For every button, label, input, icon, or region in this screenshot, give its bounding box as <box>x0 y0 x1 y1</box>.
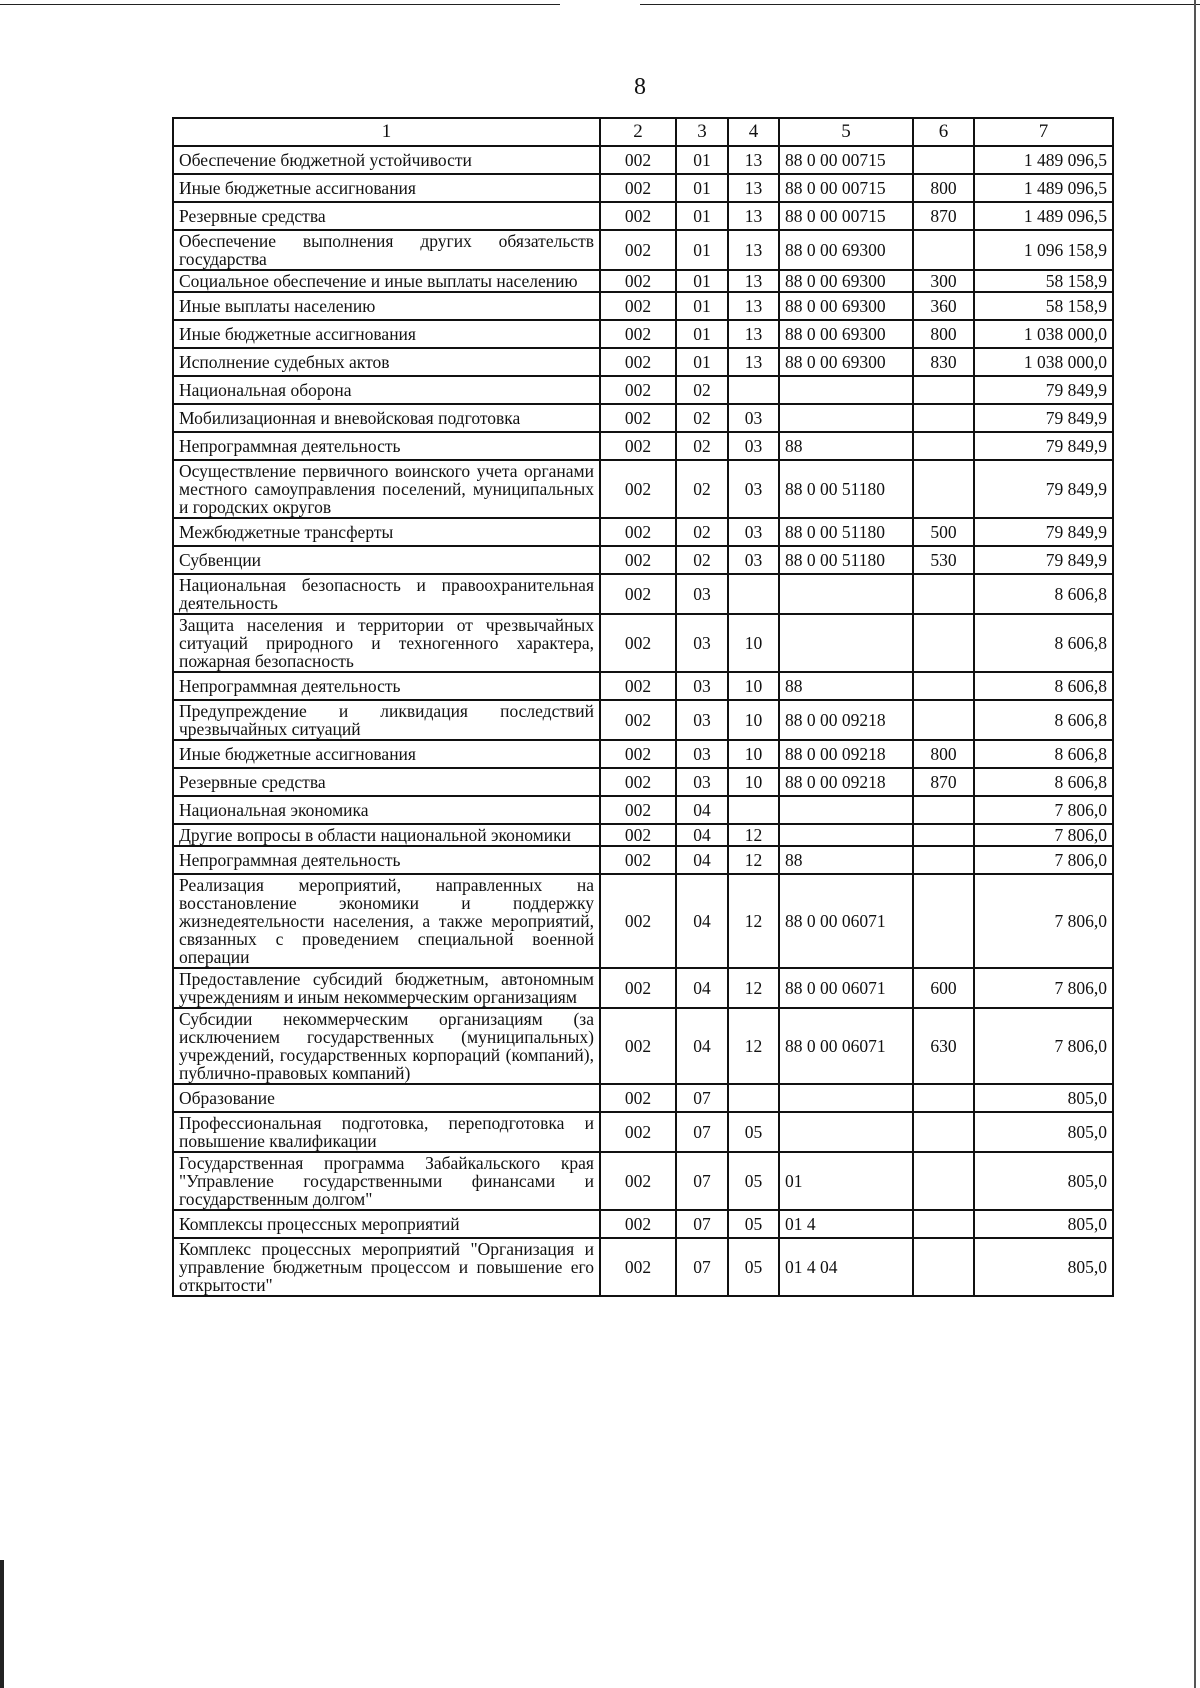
subsection-code-cell: 13 <box>728 202 779 230</box>
subsection-code-cell: 12 <box>728 824 779 846</box>
table-row <box>173 1084 1113 1112</box>
subsection-code-cell: 05 <box>728 1112 779 1152</box>
section-code-cell: 01 <box>676 174 728 202</box>
ministry-code-cell: 002 <box>600 146 676 174</box>
table-row <box>173 672 1113 700</box>
table-row <box>173 768 1113 796</box>
expense-type-code-cell: 870 <box>913 202 974 230</box>
ministry-code-cell: 002 <box>600 672 676 700</box>
subsection-code-cell <box>728 574 779 614</box>
expense-type-code-cell: 530 <box>913 546 974 574</box>
subsection-code-cell: 03 <box>728 460 779 518</box>
subsection-code-cell: 10 <box>728 672 779 700</box>
amount-cell: 805,0 <box>974 1084 1113 1112</box>
target-item-code-cell: 88 0 00 06071 <box>779 874 913 968</box>
budget-table <box>172 117 1114 1297</box>
target-item-code-cell: 88 0 00 69300 <box>779 230 913 270</box>
row-name-cell: Иные выплаты населению <box>173 292 600 320</box>
subsection-code-cell: 03 <box>728 432 779 460</box>
table-row <box>173 968 1113 1008</box>
ministry-code-cell: 002 <box>600 1238 676 1296</box>
amount-cell: 1 038 000,0 <box>974 348 1113 376</box>
row-name-cell: Комплекс процессных мероприятий "Организация и управление бюджетным процессом и повышение его открытости" <box>173 1238 600 1296</box>
ministry-code-cell: 002 <box>600 1152 676 1210</box>
section-code-cell: 03 <box>676 614 728 672</box>
amount-cell: 79 849,9 <box>974 432 1113 460</box>
row-name-cell: Непрограммная деятельность <box>173 432 600 460</box>
ministry-code-cell: 002 <box>600 1112 676 1152</box>
row-name-cell: Национальная экономика <box>173 796 600 824</box>
amount-cell: 79 849,9 <box>974 376 1113 404</box>
expense-type-code-cell <box>913 230 974 270</box>
ministry-code-cell: 002 <box>600 768 676 796</box>
row-name-cell: Осуществление первичного воинского учета органами местного самоуправления поселений, муниципальных и городских округов <box>173 460 600 518</box>
expense-type-code-cell: 630 <box>913 1008 974 1084</box>
row-name-cell: Исполнение судебных актов <box>173 348 600 376</box>
row-name-cell: Резервные средства <box>173 768 600 796</box>
table-row <box>173 404 1113 432</box>
section-code-cell: 04 <box>676 796 728 824</box>
amount-cell: 8 606,8 <box>974 614 1113 672</box>
section-code-cell: 04 <box>676 824 728 846</box>
scan-artifact-left-edge <box>0 1560 4 1688</box>
subsection-code-cell: 13 <box>728 230 779 270</box>
row-name-cell: Иные бюджетные ассигнования <box>173 740 600 768</box>
expense-type-code-cell <box>913 1152 974 1210</box>
table-row <box>173 376 1113 404</box>
section-code-cell: 04 <box>676 1008 728 1084</box>
ministry-code-cell: 002 <box>600 846 676 874</box>
ministry-code-cell: 002 <box>600 460 676 518</box>
expense-type-code-cell: 830 <box>913 348 974 376</box>
expense-type-code-cell: 800 <box>913 320 974 348</box>
expense-type-code-cell <box>913 1112 974 1152</box>
row-name-cell: Национальная безопасность и правоохранительная деятельность <box>173 574 600 614</box>
target-item-code-cell: 88 0 00 09218 <box>779 740 913 768</box>
ministry-code-cell: 002 <box>600 292 676 320</box>
ministry-code-cell: 002 <box>600 1084 676 1112</box>
table-row <box>173 796 1113 824</box>
row-name-cell: Образование <box>173 1084 600 1112</box>
subsection-code-cell: 12 <box>728 874 779 968</box>
target-item-code-cell: 88 0 00 69300 <box>779 348 913 376</box>
row-name-cell: Иные бюджетные ассигнования <box>173 174 600 202</box>
page-number: 8 <box>634 74 646 100</box>
row-name-cell: Национальная оборона <box>173 376 600 404</box>
target-item-code-cell: 88 0 00 51180 <box>779 518 913 546</box>
amount-cell: 79 849,9 <box>974 518 1113 546</box>
target-item-code-cell: 01 4 04 <box>779 1238 913 1296</box>
section-code-cell: 01 <box>676 202 728 230</box>
header-col-7: 7 <box>974 118 1113 146</box>
ministry-code-cell: 002 <box>600 796 676 824</box>
ministry-code-cell: 002 <box>600 700 676 740</box>
expense-type-code-cell <box>913 796 974 824</box>
subsection-code-cell: 10 <box>728 768 779 796</box>
section-code-cell: 01 <box>676 348 728 376</box>
expense-type-code-cell <box>913 672 974 700</box>
subsection-code-cell: 13 <box>728 320 779 348</box>
amount-cell: 7 806,0 <box>974 846 1113 874</box>
amount-cell: 8 606,8 <box>974 700 1113 740</box>
target-item-code-cell: 01 4 <box>779 1210 913 1238</box>
header-col-2: 2 <box>600 118 676 146</box>
ministry-code-cell: 002 <box>600 404 676 432</box>
ministry-code-cell: 002 <box>600 230 676 270</box>
section-code-cell: 03 <box>676 574 728 614</box>
ministry-code-cell: 002 <box>600 1210 676 1238</box>
ministry-code-cell: 002 <box>600 320 676 348</box>
scan-artifact-top-line-right <box>640 4 1200 5</box>
target-item-code-cell: 01 <box>779 1152 913 1210</box>
expense-type-code-cell <box>913 432 974 460</box>
scan-artifact-right-edge <box>1194 0 1196 1688</box>
target-item-code-cell <box>779 614 913 672</box>
subsection-code-cell <box>728 1084 779 1112</box>
subsection-code-cell: 12 <box>728 1008 779 1084</box>
expense-type-code-cell <box>913 146 974 174</box>
section-code-cell: 02 <box>676 432 728 460</box>
table-row <box>173 270 1113 292</box>
amount-cell: 7 806,0 <box>974 824 1113 846</box>
section-code-cell: 01 <box>676 320 728 348</box>
amount-cell: 805,0 <box>974 1152 1113 1210</box>
row-name-cell: Субвенции <box>173 546 600 574</box>
amount-cell: 8 606,8 <box>974 768 1113 796</box>
amount-cell: 8 606,8 <box>974 672 1113 700</box>
expense-type-code-cell: 360 <box>913 292 974 320</box>
amount-cell: 58 158,9 <box>974 270 1113 292</box>
target-item-code-cell: 88 0 00 69300 <box>779 292 913 320</box>
table-row <box>173 874 1113 968</box>
target-item-code-cell: 88 0 00 09218 <box>779 768 913 796</box>
expense-type-code-cell <box>913 376 974 404</box>
table-row <box>173 1210 1113 1238</box>
header-col-6: 6 <box>913 118 974 146</box>
expense-type-code-cell <box>913 824 974 846</box>
section-code-cell: 03 <box>676 700 728 740</box>
subsection-code-cell <box>728 796 779 824</box>
section-code-cell: 01 <box>676 230 728 270</box>
expense-type-code-cell <box>913 460 974 518</box>
expense-type-code-cell: 500 <box>913 518 974 546</box>
ministry-code-cell: 002 <box>600 202 676 230</box>
target-item-code-cell <box>779 824 913 846</box>
table-row <box>173 348 1113 376</box>
subsection-code-cell: 10 <box>728 614 779 672</box>
expense-type-code-cell: 300 <box>913 270 974 292</box>
row-name-cell: Непрограммная деятельность <box>173 846 600 874</box>
target-item-code-cell <box>779 796 913 824</box>
row-name-cell: Профессиональная подготовка, переподготовка и повышение квалификации <box>173 1112 600 1152</box>
amount-cell: 805,0 <box>974 1210 1113 1238</box>
subsection-code-cell: 03 <box>728 404 779 432</box>
table-row <box>173 202 1113 230</box>
section-code-cell: 04 <box>676 846 728 874</box>
table-body <box>173 146 1113 1296</box>
row-name-cell: Межбюджетные трансферты <box>173 518 600 546</box>
section-code-cell: 07 <box>676 1210 728 1238</box>
target-item-code-cell: 88 0 00 00715 <box>779 202 913 230</box>
ministry-code-cell: 002 <box>600 874 676 968</box>
row-name-cell: Непрограммная деятельность <box>173 672 600 700</box>
ministry-code-cell: 002 <box>600 518 676 546</box>
ministry-code-cell: 002 <box>600 546 676 574</box>
row-name-cell: Обеспечение бюджетной устойчивости <box>173 146 600 174</box>
row-name-cell: Предоставление субсидий бюджетным, автономным учреждениям и иным некоммерческим организациям <box>173 968 600 1008</box>
row-name-cell: Предупреждение и ликвидация последствий чрезвычайных ситуаций <box>173 700 600 740</box>
ministry-code-cell: 002 <box>600 574 676 614</box>
amount-cell: 79 849,9 <box>974 404 1113 432</box>
amount-cell: 79 849,9 <box>974 460 1113 518</box>
amount-cell: 7 806,0 <box>974 874 1113 968</box>
amount-cell: 79 849,9 <box>974 546 1113 574</box>
amount-cell: 1 489 096,5 <box>974 146 1113 174</box>
expense-type-code-cell: 870 <box>913 768 974 796</box>
target-item-code-cell <box>779 376 913 404</box>
section-code-cell: 02 <box>676 460 728 518</box>
target-item-code-cell: 88 0 00 00715 <box>779 146 913 174</box>
ministry-code-cell: 002 <box>600 174 676 202</box>
row-name-cell: Другие вопросы в области национальной экономики <box>173 824 600 846</box>
target-item-code-cell: 88 0 00 06071 <box>779 968 913 1008</box>
target-item-code-cell <box>779 574 913 614</box>
section-code-cell: 01 <box>676 146 728 174</box>
table-row <box>173 740 1113 768</box>
subsection-code-cell: 12 <box>728 846 779 874</box>
ministry-code-cell: 002 <box>600 740 676 768</box>
row-name-cell: Мобилизационная и вневойсковая подготовка <box>173 404 600 432</box>
table-row <box>173 174 1113 202</box>
subsection-code-cell: 13 <box>728 174 779 202</box>
expense-type-code-cell: 800 <box>913 740 974 768</box>
subsection-code-cell: 03 <box>728 546 779 574</box>
table-row <box>173 1238 1113 1296</box>
section-code-cell: 02 <box>676 376 728 404</box>
ministry-code-cell: 002 <box>600 432 676 460</box>
subsection-code-cell: 03 <box>728 518 779 546</box>
ministry-code-cell: 002 <box>600 614 676 672</box>
section-code-cell: 03 <box>676 768 728 796</box>
row-name-cell: Реализация мероприятий, направленных на восстановление экономики и поддержку жизнедеятельности населения, а также мероприятий, связанных с проведением специальной военной операции <box>173 874 600 968</box>
subsection-code-cell: 05 <box>728 1238 779 1296</box>
expense-type-code-cell <box>913 574 974 614</box>
table-row <box>173 824 1113 846</box>
ministry-code-cell: 002 <box>600 1008 676 1084</box>
section-code-cell: 07 <box>676 1112 728 1152</box>
amount-cell: 58 158,9 <box>974 292 1113 320</box>
header-col-5: 5 <box>779 118 913 146</box>
target-item-code-cell: 88 0 00 69300 <box>779 270 913 292</box>
target-item-code-cell: 88 0 00 00715 <box>779 174 913 202</box>
subsection-code-cell: 12 <box>728 968 779 1008</box>
header-col-3: 3 <box>676 118 728 146</box>
table-row <box>173 320 1113 348</box>
header-col-1: 1 <box>173 118 600 146</box>
subsection-code-cell <box>728 376 779 404</box>
amount-cell: 1 489 096,5 <box>974 174 1113 202</box>
section-code-cell: 07 <box>676 1152 728 1210</box>
expense-type-code-cell <box>913 1084 974 1112</box>
ministry-code-cell: 002 <box>600 270 676 292</box>
target-item-code-cell: 88 <box>779 846 913 874</box>
section-code-cell: 02 <box>676 404 728 432</box>
ministry-code-cell: 002 <box>600 824 676 846</box>
expense-type-code-cell <box>913 700 974 740</box>
target-item-code-cell: 88 0 00 51180 <box>779 460 913 518</box>
table-row <box>173 1112 1113 1152</box>
target-item-code-cell: 88 0 00 09218 <box>779 700 913 740</box>
target-item-code-cell: 88 0 00 69300 <box>779 320 913 348</box>
table-row <box>173 700 1113 740</box>
expense-type-code-cell <box>913 404 974 432</box>
amount-cell: 1 489 096,5 <box>974 202 1113 230</box>
section-code-cell: 07 <box>676 1238 728 1296</box>
subsection-code-cell: 13 <box>728 146 779 174</box>
target-item-code-cell: 88 0 00 06071 <box>779 1008 913 1084</box>
subsection-code-cell: 13 <box>728 270 779 292</box>
target-item-code-cell: 88 0 00 51180 <box>779 546 913 574</box>
expense-type-code-cell <box>913 1238 974 1296</box>
expense-type-code-cell <box>913 614 974 672</box>
table-row <box>173 614 1113 672</box>
table-row <box>173 1152 1113 1210</box>
expense-type-code-cell <box>913 1210 974 1238</box>
section-code-cell: 03 <box>676 740 728 768</box>
ministry-code-cell: 002 <box>600 348 676 376</box>
row-name-cell: Социальное обеспечение и иные выплаты населению <box>173 270 600 292</box>
target-item-code-cell: 88 <box>779 432 913 460</box>
table-row <box>173 146 1113 174</box>
table-row <box>173 518 1113 546</box>
row-name-cell: Резервные средства <box>173 202 600 230</box>
subsection-code-cell: 05 <box>728 1152 779 1210</box>
section-code-cell: 03 <box>676 672 728 700</box>
subsection-code-cell: 05 <box>728 1210 779 1238</box>
section-code-cell: 04 <box>676 874 728 968</box>
amount-cell: 1 096 158,9 <box>974 230 1113 270</box>
subsection-code-cell: 13 <box>728 292 779 320</box>
amount-cell: 7 806,0 <box>974 968 1113 1008</box>
section-code-cell: 07 <box>676 1084 728 1112</box>
expense-type-code-cell: 800 <box>913 174 974 202</box>
section-code-cell: 01 <box>676 292 728 320</box>
table-row <box>173 432 1113 460</box>
amount-cell: 805,0 <box>974 1112 1113 1152</box>
target-item-code-cell <box>779 1112 913 1152</box>
expense-type-code-cell: 600 <box>913 968 974 1008</box>
section-code-cell: 01 <box>676 270 728 292</box>
table-row <box>173 1008 1113 1084</box>
amount-cell: 1 038 000,0 <box>974 320 1113 348</box>
row-name-cell: Государственная программа Забайкальского края "Управление государственными финансами и государственным долгом" <box>173 1152 600 1210</box>
subsection-code-cell: 10 <box>728 700 779 740</box>
table-header-row <box>173 118 1113 146</box>
amount-cell: 8 606,8 <box>974 740 1113 768</box>
section-code-cell: 02 <box>676 546 728 574</box>
target-item-code-cell <box>779 404 913 432</box>
scan-artifact-top-line <box>0 4 560 5</box>
table-row <box>173 546 1113 574</box>
expense-type-code-cell <box>913 874 974 968</box>
table-row <box>173 230 1113 270</box>
table-row <box>173 460 1113 518</box>
amount-cell: 8 606,8 <box>974 574 1113 614</box>
row-name-cell: Субсидии некоммерческим организациям (за исключением государственных (муниципальных) учреждений, государственных корпораций (компаний), публично-правовых компаний) <box>173 1008 600 1084</box>
amount-cell: 805,0 <box>974 1238 1113 1296</box>
target-item-code-cell <box>779 1084 913 1112</box>
ministry-code-cell: 002 <box>600 968 676 1008</box>
section-code-cell: 04 <box>676 968 728 1008</box>
row-name-cell: Защита населения и территории от чрезвычайных ситуаций природного и техногенного характера, пожарная безопасность <box>173 614 600 672</box>
amount-cell: 7 806,0 <box>974 796 1113 824</box>
row-name-cell: Иные бюджетные ассигнования <box>173 320 600 348</box>
subsection-code-cell: 13 <box>728 348 779 376</box>
table-row <box>173 846 1113 874</box>
subsection-code-cell: 10 <box>728 740 779 768</box>
row-name-cell: Комплексы процессных мероприятий <box>173 1210 600 1238</box>
ministry-code-cell: 002 <box>600 376 676 404</box>
expense-type-code-cell <box>913 846 974 874</box>
row-name-cell: Обеспечение выполнения других обязательств государства <box>173 230 600 270</box>
table-row <box>173 292 1113 320</box>
amount-cell: 7 806,0 <box>974 1008 1113 1084</box>
target-item-code-cell: 88 <box>779 672 913 700</box>
header-col-4: 4 <box>728 118 779 146</box>
section-code-cell: 02 <box>676 518 728 546</box>
table-row <box>173 574 1113 614</box>
